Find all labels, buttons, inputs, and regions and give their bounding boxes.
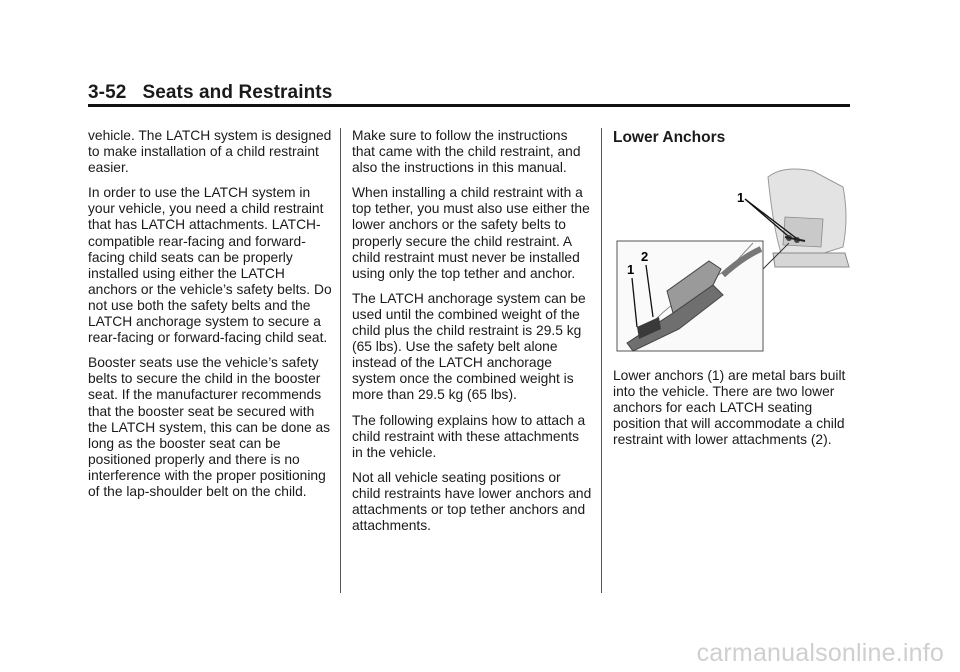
figure-label: 1 — [737, 190, 745, 205]
column-2 — [352, 128, 592, 543]
watermark: carmanualsonline.info — [696, 639, 944, 667]
lower-anchors-illustration — [613, 157, 858, 357]
paragraph: Booster seats use the vehicle’s safety belts to secure the child in the booster seat. If the manufacturer recommends that the booster seat be secured with the LATCH system, this can be done as long as the booster seat can be positioned properly and there is no interference with the proper positioning of the lap-shoulder belt on the child. — [88, 355, 331, 499]
section-heading: Lower Anchors — [613, 129, 726, 146]
column-1 — [88, 128, 334, 509]
figure-caption — [613, 368, 848, 448]
figure-label: 1 — [627, 262, 635, 277]
page-number: 3-52 — [88, 82, 127, 103]
paragraph: Not all vehicle seating positions or child restraints have lower anchors and attachments or top tether anchors and attachments. — [352, 469, 592, 534]
figure-label: 2 — [641, 249, 649, 264]
paragraph: vehicle. The LATCH system is designed to make installation of a child restraint easier. — [88, 128, 332, 176]
page-header — [88, 82, 332, 104]
column-3 — [613, 128, 853, 146]
paragraph: The LATCH anchorage system can be used until the combined weight of the child plus the child restraint is 29.5 kg (65 lbs). Use the safety belt alone instead of the LATCH anchorage system once the combined weight is more than 29.5 kg (65 lbs). — [352, 290, 586, 403]
paragraph: In order to use the LATCH system in your vehicle, you need a child restraint that has LATCH attachments. LATCH-compatible rear-facing and forward-facing child seats can be properly installed using either the LATCH anchors or the vehicle’s safety belts. Do not use both the safety belts and the LATCH anchorage system to secure a rear-facing or forward-facing child seat. — [88, 185, 332, 346]
column-divider — [340, 128, 341, 593]
paragraph: The following explains how to attach a child restraint with these attachments in the vehicle. — [352, 412, 586, 460]
paragraph: Lower anchors (1) are metal bars built into the vehicle. There are two lower anchors for each LATCH seating position that will accommodate a child restraint with lower attachments (2). — [613, 368, 846, 448]
header-rule — [88, 104, 850, 107]
chapter-title: Seats and Restraints — [142, 82, 333, 103]
paragraph: When installing a child restraint with a top tether, you must also use either the lower anchors or the safety belts to properly secure the child restraint. A child restraint must never be installed using only the top tether and anchor. — [352, 185, 590, 281]
paragraph: Make sure to follow the instructions that came with the child restraint, and also the instructions in this manual. — [352, 128, 581, 176]
column-divider — [601, 128, 602, 593]
